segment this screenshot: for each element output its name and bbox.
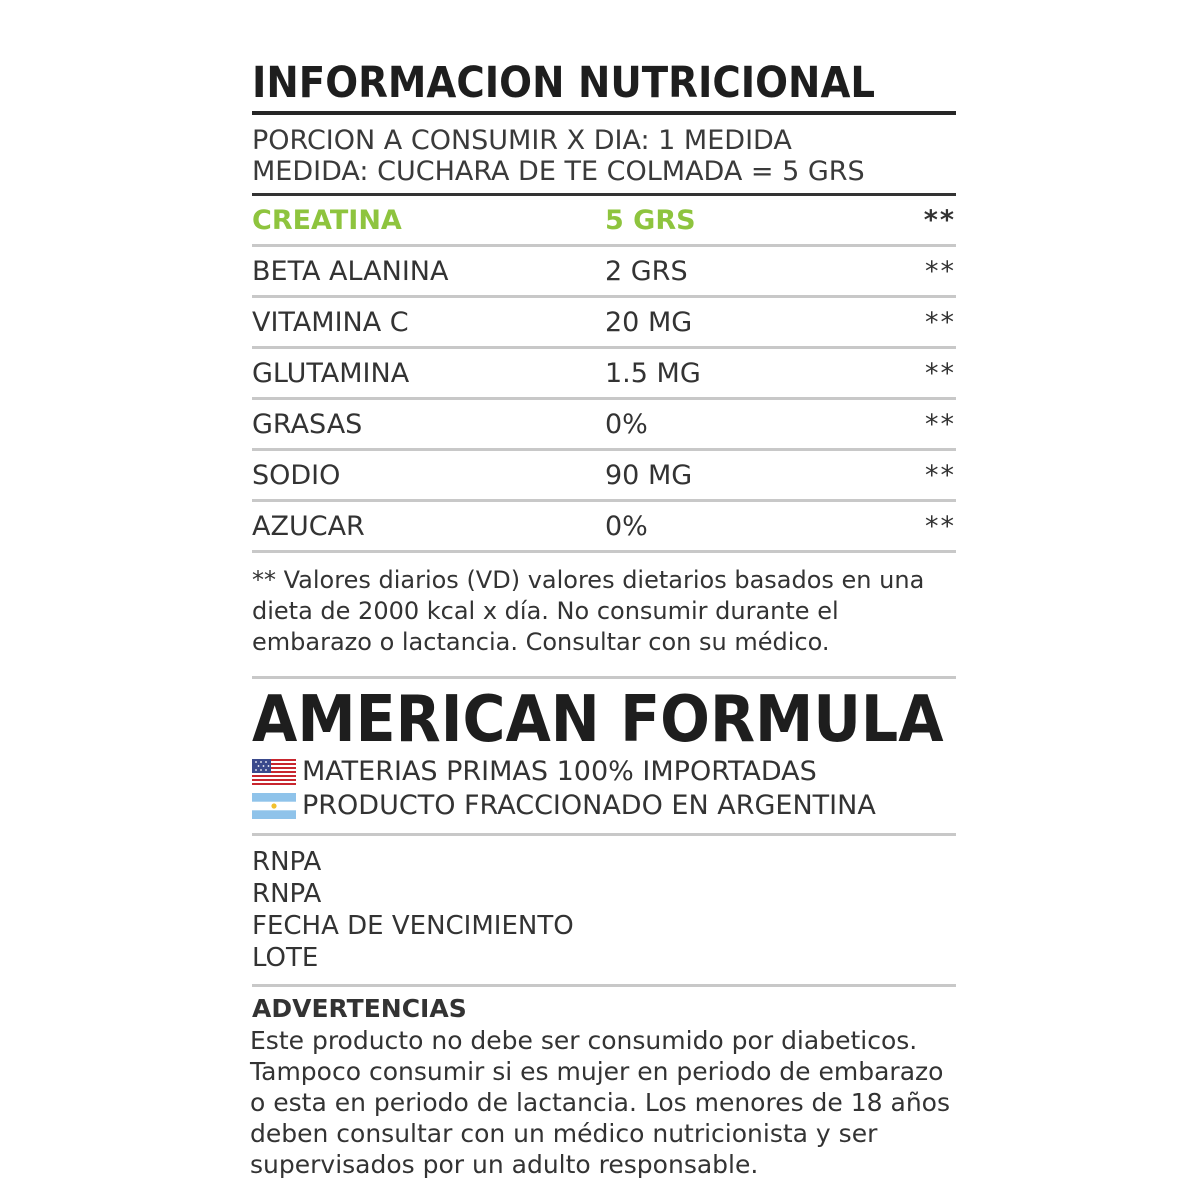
nutrient-row-grasas xyxy=(252,400,956,448)
nutrient-table xyxy=(252,196,956,553)
nutrient-amount: 1.5 MG xyxy=(605,357,701,389)
registry-divider xyxy=(252,984,956,987)
nutrient-row-beta-alanina xyxy=(252,247,956,295)
nutrient-row-sodio xyxy=(252,451,956,499)
argentina-flag-icon xyxy=(252,793,296,819)
title-divider xyxy=(252,111,956,115)
nutrient-dv: ** xyxy=(925,306,956,338)
origin-fractioned-text: PRODUCTO FRACCIONADO EN ARGENTINA xyxy=(302,790,876,821)
nutrient-dv: ** xyxy=(923,204,956,236)
nutrient-name: SODIO xyxy=(252,459,341,491)
warnings-line: deben consultar con un médico nutricionista y ser xyxy=(250,1119,878,1148)
registry-expiry: FECHA DE VENCIMIENTO xyxy=(252,911,574,941)
nutrient-name: GRASAS xyxy=(252,408,363,440)
nutrient-dv: ** xyxy=(925,459,956,491)
table-bottom-divider xyxy=(252,550,956,553)
nutrition-label xyxy=(252,58,956,1180)
nutrient-dv: ** xyxy=(925,408,956,440)
warnings-line: supervisados por un adulto responsable. xyxy=(250,1150,759,1179)
nutrient-dv: ** xyxy=(925,357,956,389)
nutrient-name: AZUCAR xyxy=(252,510,365,542)
nutrient-amount: 20 MG xyxy=(605,306,693,338)
serving-line-measure: MEDIDA: CUCHARA DE TE COLMADA = 5 GRS xyxy=(252,156,865,187)
origin-imported-text: MATERIAS PRIMAS 100% IMPORTADAS xyxy=(302,756,817,787)
nutrient-row-azucar xyxy=(252,502,956,550)
nutrient-row-glutamina xyxy=(252,349,956,397)
nutrient-dv: ** xyxy=(925,510,956,542)
brand-name: AMERICAN FORMULA xyxy=(252,683,944,757)
footnote-divider xyxy=(252,676,956,679)
origin-info xyxy=(252,755,956,823)
nutrient-amount: 0% xyxy=(605,510,648,542)
origin-divider xyxy=(252,833,956,836)
serving-line-portion: PORCION A CONSUMIR X DIA: 1 MEDIDA xyxy=(252,125,792,156)
nutrient-amount: 90 MG xyxy=(605,459,693,491)
registry-rnpa-2: RNPA xyxy=(252,879,322,909)
nutrient-dv: ** xyxy=(925,255,956,287)
nutrient-amount: 5 GRS xyxy=(605,204,696,236)
registry-rnpa-1: RNPA xyxy=(252,847,322,877)
nutrient-name: GLUTAMINA xyxy=(252,357,410,389)
warnings-text xyxy=(250,1025,956,1180)
origin-imported-line xyxy=(252,755,956,789)
warnings-line: Este producto no debe ser consumido por diabeticos. xyxy=(250,1026,918,1055)
nutrient-amount: 2 GRS xyxy=(605,255,688,287)
registry-info xyxy=(252,846,956,984)
nutrient-name: VITAMINA C xyxy=(252,306,409,338)
usa-flag-icon xyxy=(252,759,296,785)
nutrient-name: CREATINA xyxy=(252,204,402,236)
daily-value-footnote: ** Valores diarios (VD) valores dietarios basados en una dieta de 2000 kcal x día. No consumir durante el embarazo o lactancia. Consultar con su médico. xyxy=(252,566,925,656)
warnings-title: ADVERTENCIAS xyxy=(252,994,467,1023)
nutrient-amount: 0% xyxy=(605,408,648,440)
nutrient-row-vitamina-c xyxy=(252,298,956,346)
nutrition-title: INFORMACION NUTRICIONAL xyxy=(252,58,876,108)
warnings-line: Tampoco consumir si es mujer en periodo de embarazo xyxy=(250,1057,944,1086)
origin-fractioned-line xyxy=(252,789,956,823)
nutrient-row-creatina xyxy=(252,196,956,244)
warnings-line: o esta en periodo de lactancia. Los menores de 18 años xyxy=(250,1088,950,1117)
registry-lot: LOTE xyxy=(252,943,319,973)
nutrient-name: BETA ALANINA xyxy=(252,255,449,287)
serving-info xyxy=(252,125,956,193)
